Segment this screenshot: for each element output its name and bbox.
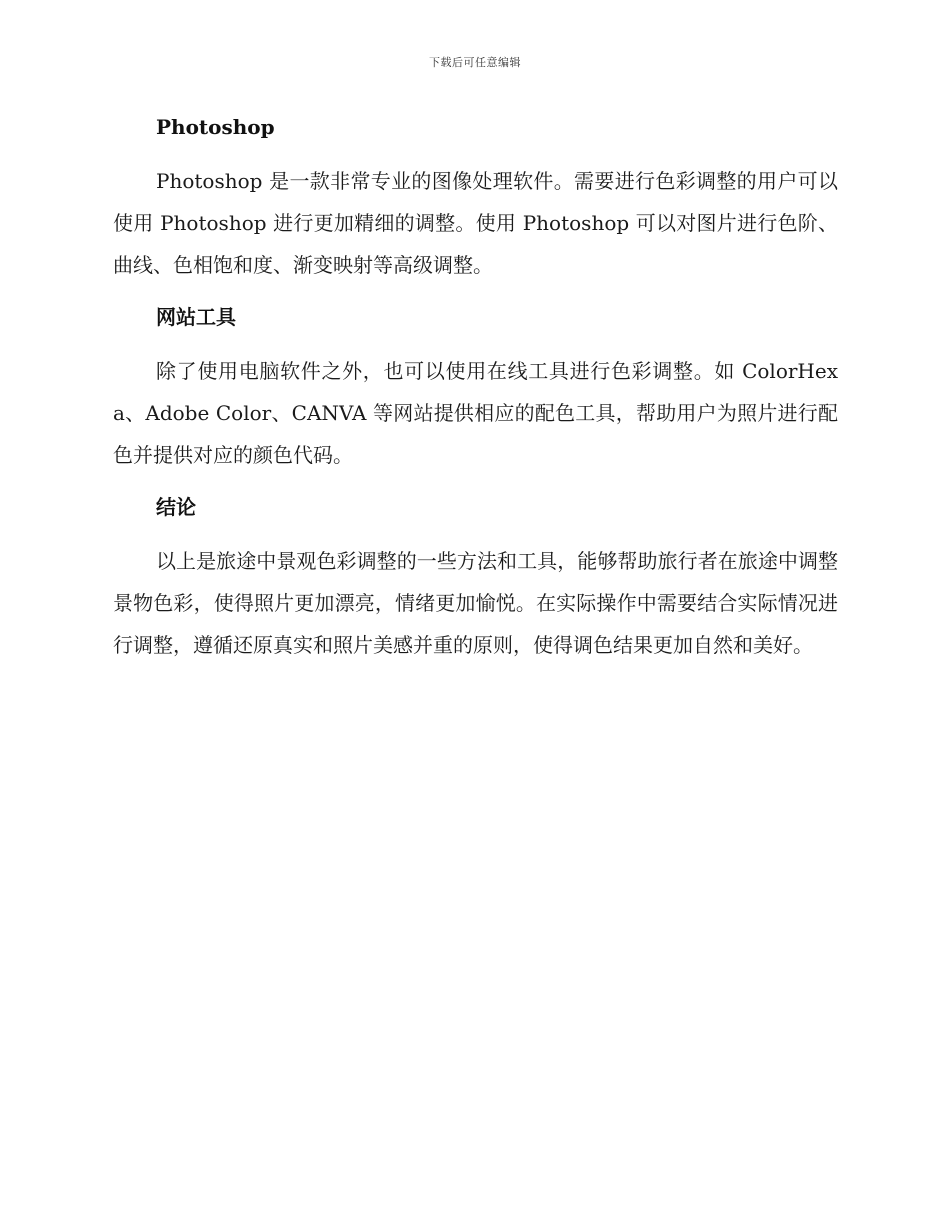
section-heading: 结论 <box>156 495 196 519</box>
document-body <box>113 108 838 678</box>
section-conclusion <box>113 488 838 666</box>
section-heading: Photoshop <box>156 115 275 139</box>
header-note: 下载后可任意编辑 <box>429 56 521 69</box>
section-paragraph: Photoshop 是一款非常专业的图像处理软件。需要进行色彩调整的用户可以使用 Photoshop 进行更加精细的调整。使用 Photoshop 可以对图片进行色阶、曲线、色相饱和度、渐变映射等高级调整。 <box>113 169 838 277</box>
section-heading: 网站工具 <box>156 305 236 329</box>
section-paragraph: 以上是旅途中景观色彩调整的一些方法和工具，能够帮助旅行者在旅途中调整景物色彩，使得照片更加漂亮，情绪更加愉悦。在实际操作中需要结合实际情况进行调整，遵循还原真实和照片美感并重的原则，使得调色结果更加自然和美好。 <box>113 549 838 657</box>
section-website-tools <box>113 298 838 476</box>
section-paragraph: 除了使用电脑软件之外，也可以使用在线工具进行色彩调整。如 ColorHexa、Adobe Color、CANVA 等网站提供相应的配色工具，帮助用户为照片进行配色并提供对应的颜色代码。 <box>113 359 838 467</box>
section-photoshop <box>113 108 838 286</box>
